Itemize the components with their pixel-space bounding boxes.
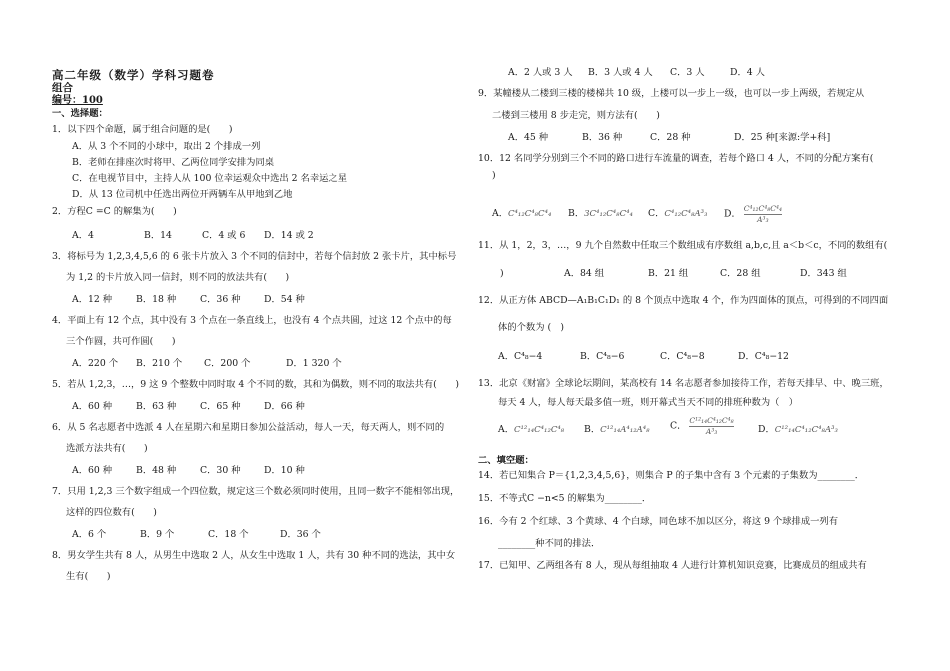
q10-option-b[interactable]: [568, 208, 633, 220]
q16-stem-line2: ________种不同的排法．: [498, 538, 601, 549]
q12-stem-line1: 12．从正方体 ABCD—A₁B₁C₁D₁ 的 8 个顶点中选取 4 个，作为四面体的顶点，可得到的不同四面: [478, 295, 889, 306]
q10-option-d-fraction: [744, 204, 782, 225]
q10-option-c-formula: C⁴₁₂C⁴₈A³₃: [664, 209, 708, 219]
q8-option-d[interactable]: D．4 人: [730, 67, 765, 78]
q10-option-d[interactable]: [724, 204, 782, 225]
q9-option-a[interactable]: A．45 种: [508, 132, 549, 143]
q8-option-c[interactable]: C．3 人: [670, 67, 705, 78]
q16-stem-line1: 16．今有 2 个红球、3 个黄球、4 个白球，同色球不加以区分，将这 9 个球排成一列有: [478, 516, 839, 527]
q2-option-a[interactable]: A．4: [72, 230, 94, 241]
q9-option-b[interactable]: B．36 种: [582, 132, 623, 143]
q10-option-b-formula: 3C⁴₁₂C⁴₈C⁴₄: [584, 209, 633, 219]
q8-stem-line2: 生有( ): [66, 571, 111, 582]
q10-stem-line2: ): [492, 170, 496, 181]
q5-option-a[interactable]: A．60 种: [72, 401, 113, 412]
q11-option-b[interactable]: B．21 组: [648, 268, 689, 279]
q7-stem-line1: 7．只用 1,2,3 三个数字组成一个四位数，规定这三个数必须同时使用，且同一数字不能相邻出现，: [52, 486, 460, 497]
q13-option-a-formula: C¹²₁₄C⁴₁₂C⁴₈: [514, 425, 565, 435]
q13-option-c-fraction: [689, 416, 733, 437]
q10-option-c-label: C．: [648, 208, 665, 219]
q13-option-b[interactable]: [584, 424, 650, 436]
q2-option-d[interactable]: D．14 或 2: [264, 230, 314, 241]
q3-option-d[interactable]: D．54 种: [264, 294, 305, 305]
q13-option-c-label: C．: [670, 420, 687, 432]
q6-option-b[interactable]: B．48 种: [136, 465, 177, 476]
q7-option-c[interactable]: C．18 个: [208, 529, 249, 540]
q2-option-c[interactable]: C．4 或 6: [202, 230, 246, 241]
q12-option-a[interactable]: A．C⁴₈−4: [498, 351, 543, 362]
q6-stem-line1: 6．从 5 名志愿者中选派 4 人在星期六和星期日参加公益活动，每人一天，每天两人，则不同的: [52, 422, 445, 433]
q9-stem-line2: 二楼到三楼用 8 步走完，则方法有( ): [492, 110, 660, 121]
q11-option-c[interactable]: C．28 组: [720, 268, 761, 279]
q13-option-c-denominator: A³₃: [705, 427, 718, 436]
q12-option-b[interactable]: B．C⁴₈−6: [580, 351, 625, 362]
q13-stem-line2: 每天 4 人，每人每天最多值一班，则开幕式当天不同的排班种数为（ ）: [498, 397, 799, 408]
q4-option-b[interactable]: B．210 个: [136, 358, 183, 369]
q13-option-d[interactable]: [758, 424, 838, 436]
q3-stem-line1: 3．将标号为 1,2,3,4,5,6 的 6 张卡片放入 3 个不同的信封中，若每个信封放 2 张卡片，其中标号: [52, 251, 457, 262]
q8-stem-line1: 8．男女学生共有 8 人，从男生中选取 2 人，从女生中选取 1 人，共有 30 种不同的选法，其中女: [52, 550, 456, 561]
q10-option-d-label: D．: [724, 208, 741, 220]
q5-option-b[interactable]: B．63 种: [136, 401, 177, 412]
q13-option-b-formula: C¹²₁₄A⁴₁₂A⁴₈: [600, 425, 650, 435]
q2-option-b[interactable]: B．14: [144, 230, 172, 241]
exam-title: 高二年级（数学）学科习题卷: [52, 68, 215, 82]
q11-option-d[interactable]: D．343 组: [800, 268, 847, 279]
q9-option-d[interactable]: D．25 种[来源:学+科]: [734, 132, 831, 143]
q7-stem-line2: 这样的四位数有( ): [66, 507, 157, 518]
q3-option-c[interactable]: C．36 种: [200, 294, 241, 305]
q7-option-a[interactable]: A．6 个: [72, 529, 107, 540]
q5-option-d[interactable]: D．66 种: [264, 401, 305, 412]
q5-stem: 5．若从 1,2,3，…，9 这 9 个整数中同时取 4 个不同的数，其和为偶数，则不同的取法共有( ): [52, 379, 459, 390]
q13-option-a-label: A．: [498, 424, 515, 435]
q13-option-d-formula: C¹²₁₄C⁴₁₂C⁴₈A³₃: [774, 425, 838, 435]
q10-stem-line1: 10．12 名同学分别到三个不同的路口进行车流量的调查，若每个路口 4 人，不同的分配方案有(: [478, 153, 874, 164]
q13-option-b-label: B．: [584, 424, 601, 435]
exam-code: 编号：100: [52, 95, 103, 106]
q13-option-c-numerator: C¹²₁₄C⁴₁₂C⁴₈: [689, 416, 734, 425]
q13-stem-line1: 13．北京《财富》全球论坛期间，某高校有 14 名志愿者参加接待工作，若每天排早、中、晚三班，: [478, 378, 889, 389]
q13-option-c[interactable]: [670, 416, 734, 437]
q3-option-a[interactable]: A．12 种: [72, 294, 113, 305]
q17-stem: 17．已知甲、乙两组各有 8 人，现从每组抽取 4 人进行计算机知识竞赛，比赛成员的组成共有: [478, 560, 867, 571]
q11-option-a[interactable]: A．84 组: [564, 268, 605, 279]
q9-option-c[interactable]: C．28 种: [650, 132, 691, 143]
q8-option-b[interactable]: B．3 人或 4 人: [588, 67, 653, 78]
q11-stem-line2: ): [500, 268, 504, 279]
q8-option-a[interactable]: A．2 人或 3 人: [508, 67, 573, 78]
q1-option-d[interactable]: D．从 13 位司机中任选出两位开两辆车从甲地到乙地: [72, 189, 293, 200]
q5-option-c[interactable]: C．65 种: [200, 401, 241, 412]
q4-stem-line2: 三个作圆，共可作圆( ): [66, 336, 176, 347]
q14-stem: 14．若已知集合 P＝{1,2,3,4,5,6}，则集合 P 的子集中含有 3 个元素的子集数为________．: [478, 470, 865, 481]
section-fill: 二、填空题：: [478, 455, 534, 466]
q4-option-c[interactable]: C．200 个: [204, 358, 251, 369]
q12-option-d[interactable]: D．C⁴₈−12: [738, 351, 789, 362]
q11-stem-line1: 11．从 1，2，3，…，9 九个自然数中任取三个数组成有序数组 a,b,c,且 a＜b＜c，不同的数组有(: [478, 240, 888, 251]
q6-option-d[interactable]: D．10 种: [264, 465, 305, 476]
q10-option-a[interactable]: [492, 208, 551, 220]
q6-stem-line2: 选派方法共有( ): [66, 443, 148, 454]
q13-option-a[interactable]: [498, 424, 564, 436]
q7-option-d[interactable]: D．36 个: [280, 529, 321, 540]
q9-stem-line1: 9．某幢楼从二楼到三楼的楼梯共 10 级，上楼可以一步上一级，也可以一步上两级，若规定从: [478, 88, 865, 99]
q1-option-c[interactable]: C．在电视节目中，主持人从 100 位幸运观众中选出 2 名幸运之星: [72, 173, 348, 184]
q10-option-a-label: A．: [492, 208, 509, 219]
q10-option-a-formula: C⁴₁₂C⁴₈C⁴₄: [508, 209, 552, 219]
q6-option-c[interactable]: C．30 种: [200, 465, 241, 476]
q12-option-c[interactable]: C．C⁴₈−8: [660, 351, 705, 362]
q4-option-a[interactable]: A．220 个: [72, 358, 119, 369]
q4-option-d[interactable]: D．1 320 个: [286, 358, 342, 369]
exam-subtitle: 组合: [52, 82, 73, 94]
section-choice: 一、选择题：: [52, 108, 108, 119]
q15-stem: 15．不等式C −n<5 的解集为________．: [478, 493, 652, 504]
q1-option-a[interactable]: A．从 3 个不同的小球中，取出 2 个排成一列: [72, 141, 261, 152]
q7-option-b[interactable]: B．9 个: [140, 529, 175, 540]
q4-stem-line1: 4．平面上有 12 个点，其中没有 3 个点在一条直线上，也没有 4 个点共圆，过这 12 个点中的每: [52, 315, 452, 326]
q1-option-b[interactable]: B．老师在排座次时将甲、乙两位同学安排为同桌: [72, 157, 275, 168]
q2-stem: 2．方程C =C 的解集为( ): [52, 206, 177, 217]
q10-option-d-denominator: A³₃: [757, 215, 769, 224]
q6-option-a[interactable]: A．60 种: [72, 465, 113, 476]
q12-stem-line2: 体的个数为 ( ): [498, 322, 564, 333]
q13-option-d-label: D．: [758, 424, 775, 435]
q1-stem: 1．以下四个命题，属于组合问题的是( ): [52, 124, 233, 135]
q10-option-b-label: B．: [568, 208, 585, 219]
q10-option-c[interactable]: [648, 208, 707, 220]
q10-option-d-numerator: C⁴₁₂C⁴₈C⁴₄: [743, 204, 782, 213]
q3-stem-line2: 为 1,2 的卡片放入同一信封，则不同的放法共有( ): [66, 272, 290, 283]
q3-option-b[interactable]: B．18 种: [136, 294, 177, 305]
